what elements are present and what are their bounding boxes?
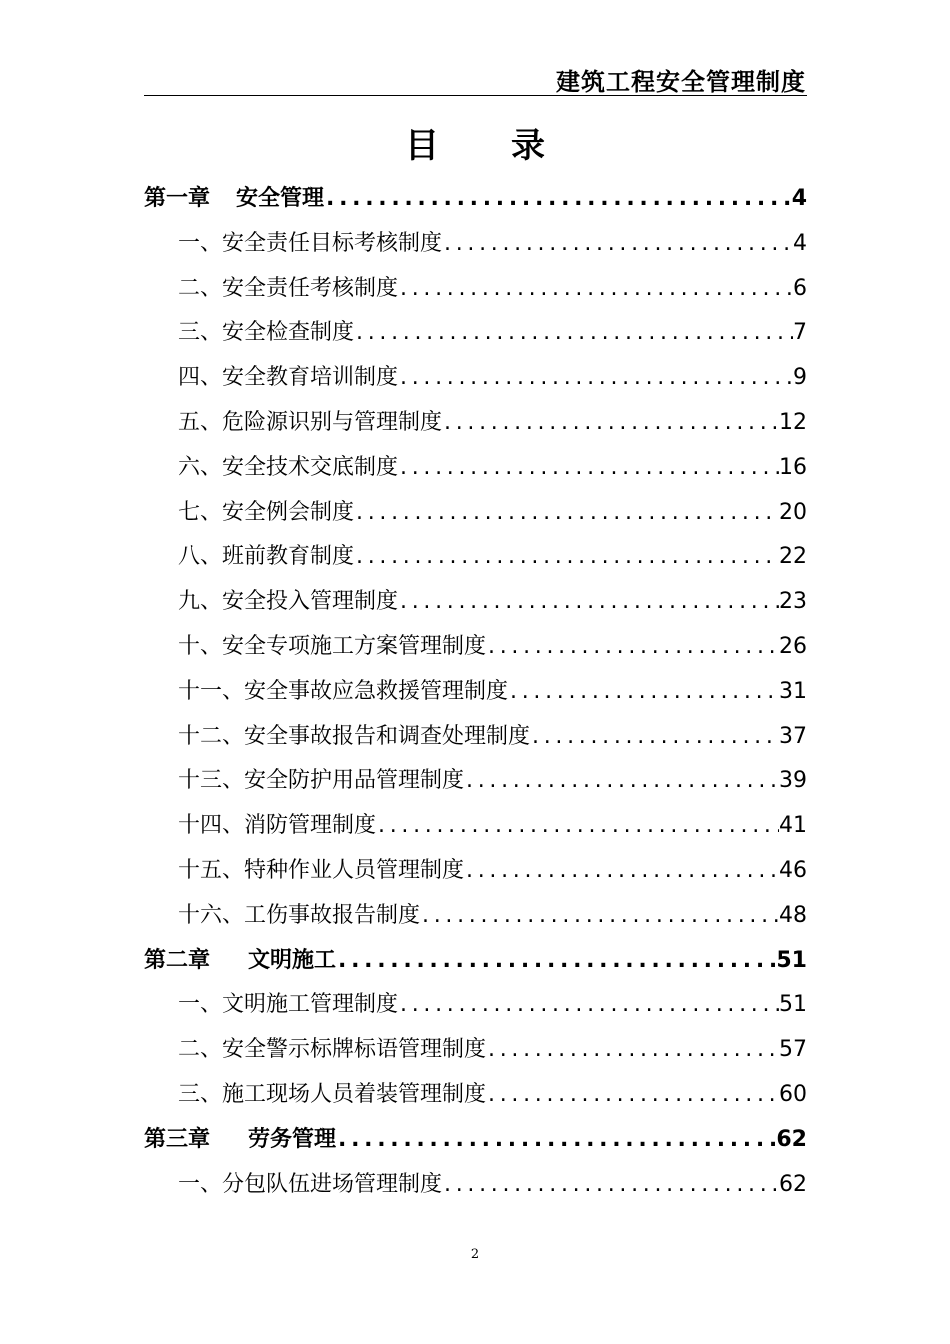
- toc-section-entry[interactable]: [144, 849, 807, 894]
- toc-page-number: 51: [779, 992, 807, 1018]
- section-title: 四、安全教育培训制度: [178, 365, 399, 391]
- toc-page-number: 48: [779, 902, 807, 928]
- toc-section-entry[interactable]: [144, 1028, 807, 1073]
- dot-leader: [324, 177, 792, 222]
- dot-leader: [486, 625, 779, 670]
- dot-leader: [398, 267, 793, 312]
- toc-section-entry[interactable]: [144, 311, 807, 356]
- dot-leader: [442, 222, 793, 267]
- chapter-title: 安全管理: [236, 186, 325, 211]
- section-title: 十一、安全事故应急救援管理制度: [178, 678, 509, 704]
- toc-page-number: 26: [779, 633, 807, 659]
- toc-section-entry[interactable]: [144, 401, 807, 446]
- toc-section-entry[interactable]: [144, 670, 807, 715]
- toc-section-entry[interactable]: [144, 894, 807, 939]
- toc-section-entry[interactable]: [144, 625, 807, 670]
- dot-leader: [442, 401, 779, 446]
- section-title: 二、安全警示标牌标语管理制度: [178, 1037, 487, 1063]
- toc-page-number: 7: [793, 320, 807, 346]
- section-title: 一、安全责任目标考核制度: [178, 230, 443, 256]
- toc-heading: [0, 118, 950, 167]
- section-title: 八、班前教育制度: [178, 544, 355, 570]
- toc-page-number: 22: [779, 544, 807, 570]
- dot-leader: [464, 759, 779, 804]
- dot-leader: [420, 894, 779, 939]
- chapter-title: 劳务管理: [248, 1126, 337, 1152]
- toc-page-number: 12: [779, 409, 807, 435]
- toc-section-entry[interactable]: [144, 222, 807, 267]
- chapter-number: 第二章: [144, 947, 211, 973]
- dot-leader: [376, 804, 779, 849]
- toc-section-entry[interactable]: [144, 580, 807, 625]
- dot-leader: [442, 1163, 779, 1208]
- toc-page-number: 20: [779, 499, 807, 525]
- page-number: 2: [470, 1247, 480, 1262]
- section-title: 二、安全责任考核制度: [178, 275, 399, 301]
- header-divider: [144, 95, 807, 96]
- chapter-number: 第一章: [144, 186, 211, 211]
- toc-section-entry[interactable]: [144, 759, 807, 804]
- dot-leader: [530, 715, 779, 760]
- dot-leader: [336, 1118, 776, 1163]
- dot-leader: [464, 849, 779, 894]
- dot-leader: [398, 356, 793, 401]
- toc-chapter-entry[interactable]: [144, 1118, 807, 1163]
- toc-section-entry[interactable]: [144, 983, 807, 1028]
- toc-page-number: 62: [779, 1171, 807, 1197]
- dot-leader: [486, 1028, 779, 1073]
- section-title: 十二、安全事故报告和调查处理制度: [178, 723, 531, 749]
- toc-page-number: 41: [779, 813, 807, 839]
- toc-heading-char-1: 目: [405, 126, 439, 166]
- section-title: 六、安全技术交底制度: [178, 454, 399, 480]
- dot-leader: [398, 580, 779, 625]
- toc-section-entry[interactable]: [144, 356, 807, 401]
- toc-page-number: 16: [779, 454, 807, 480]
- toc-page-number: 60: [779, 1081, 807, 1107]
- section-title: 十三、安全防护用品管理制度: [178, 768, 465, 794]
- dot-leader: [354, 311, 793, 356]
- toc-section-entry[interactable]: [144, 715, 807, 760]
- toc-section-entry[interactable]: [144, 804, 807, 849]
- section-title: 三、施工现场人员着装管理制度: [178, 1081, 487, 1107]
- toc-page-number: 62: [776, 1126, 807, 1152]
- section-title: 十四、消防管理制度: [178, 813, 377, 839]
- dot-leader: [508, 670, 779, 715]
- toc-page-number: 51: [776, 947, 807, 973]
- dot-leader: [398, 446, 779, 491]
- toc-section-entry[interactable]: [144, 446, 807, 491]
- dot-leader: [398, 983, 779, 1028]
- toc-page-number: 57: [779, 1037, 807, 1063]
- dot-leader: [354, 535, 779, 580]
- section-title: 五、危险源识别与管理制度: [178, 409, 443, 435]
- section-title: 三、安全检查制度: [178, 320, 355, 346]
- section-title: 九、安全投入管理制度: [178, 589, 399, 615]
- section-title: 一、文明施工管理制度: [178, 992, 399, 1018]
- toc-section-entry[interactable]: [144, 491, 807, 536]
- table-of-contents: [144, 177, 807, 1207]
- toc-page-number: 23: [779, 589, 807, 615]
- document-header-title: 建筑工程安全管理制度: [556, 68, 806, 96]
- chapter-title: 文明施工: [248, 947, 337, 973]
- dot-leader: [336, 939, 776, 984]
- dot-leader: [354, 491, 779, 536]
- section-title: 十、安全专项施工方案管理制度: [178, 633, 487, 659]
- toc-page-number: 4: [793, 230, 807, 256]
- toc-page-number: 46: [779, 857, 807, 883]
- toc-chapter-entry[interactable]: [144, 939, 807, 984]
- toc-page-number: 37: [779, 723, 807, 749]
- section-title: 十五、特种作业人员管理制度: [178, 857, 465, 883]
- toc-page-number: 39: [779, 768, 807, 794]
- toc-section-entry[interactable]: [144, 1073, 807, 1118]
- toc-page-number: 9: [793, 365, 807, 391]
- toc-section-entry[interactable]: [144, 535, 807, 580]
- toc-section-entry[interactable]: [144, 1163, 807, 1208]
- toc-page-number: 6: [793, 275, 807, 301]
- chapter-number: 第三章: [144, 1126, 211, 1152]
- toc-page-number: 4: [791, 186, 807, 211]
- dot-leader: [486, 1073, 779, 1118]
- toc-heading-char-2: 录: [511, 126, 545, 166]
- toc-chapter-entry[interactable]: [144, 177, 807, 222]
- section-title: 一、分包队伍进场管理制度: [178, 1171, 443, 1197]
- section-title: 七、安全例会制度: [178, 499, 355, 525]
- toc-section-entry[interactable]: [144, 267, 807, 312]
- toc-page-number: 31: [779, 678, 807, 704]
- section-title: 十六、工伤事故报告制度: [178, 902, 421, 928]
